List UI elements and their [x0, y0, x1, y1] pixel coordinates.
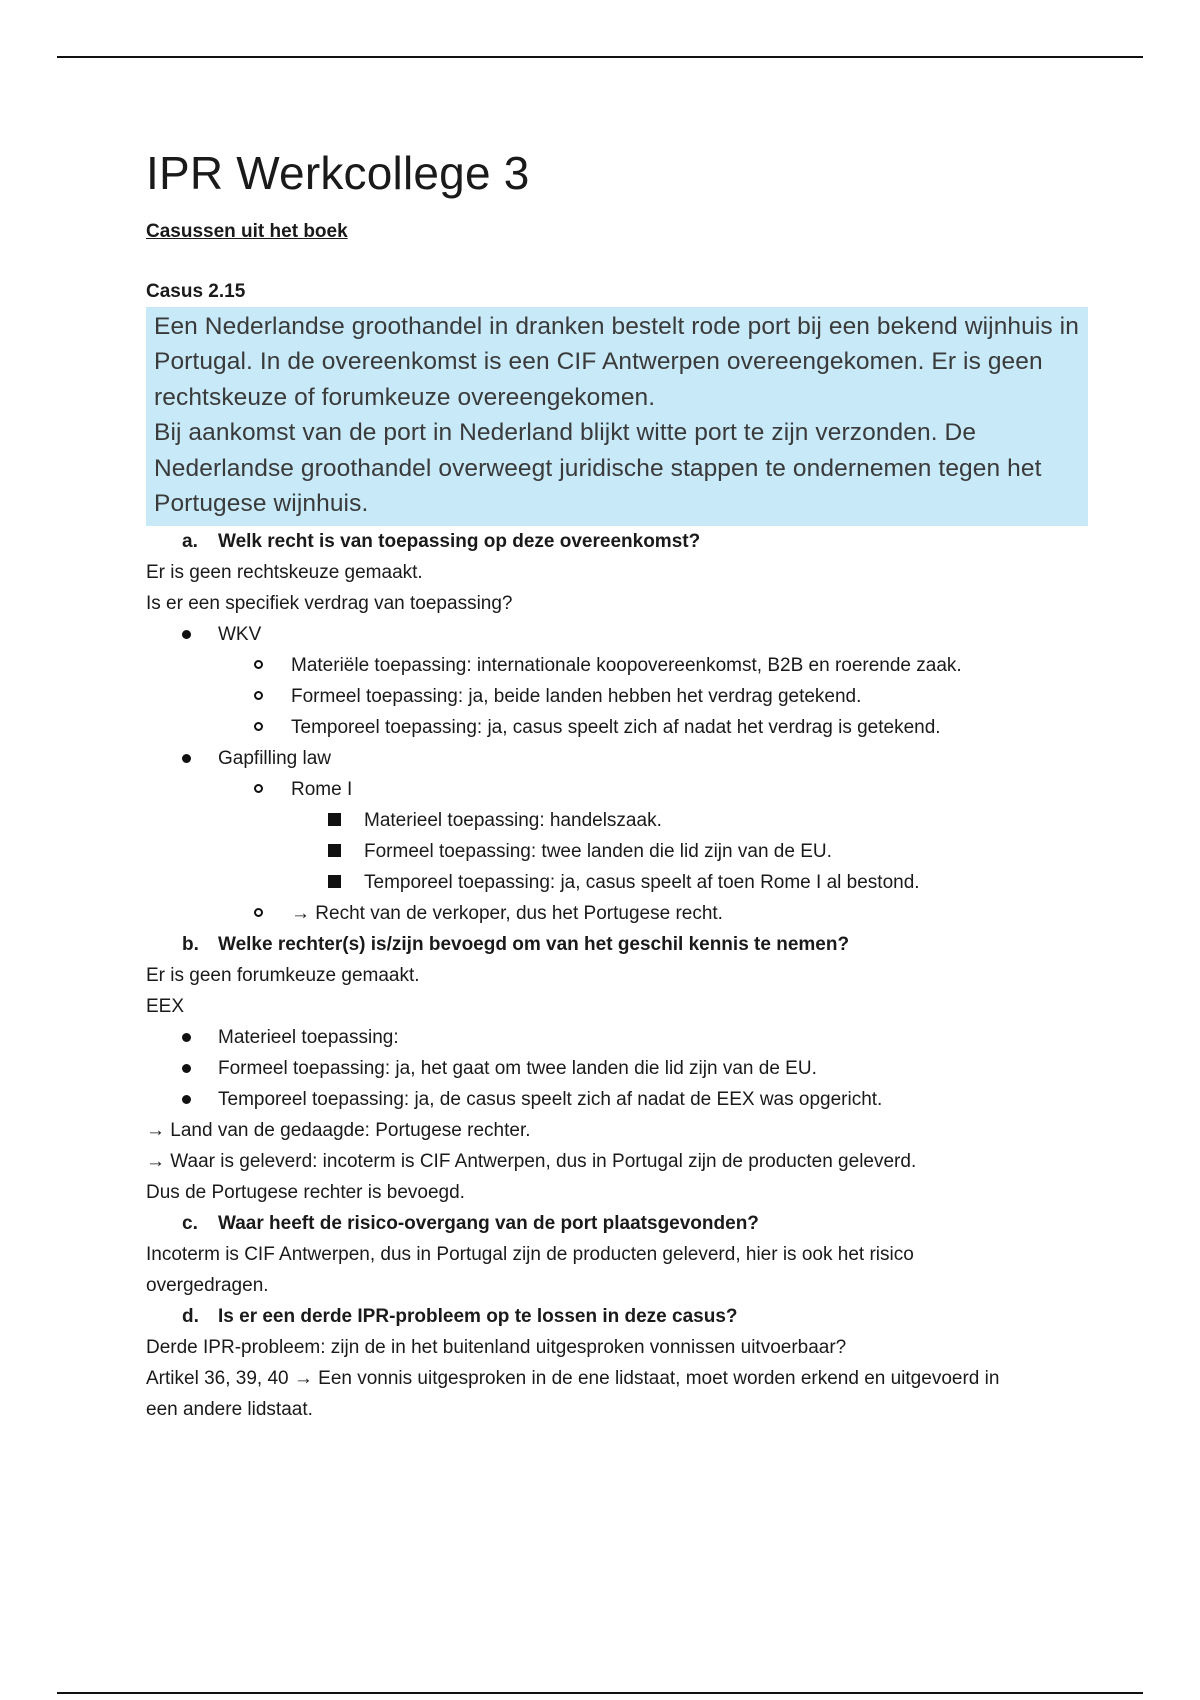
- question-label: b.: [182, 933, 199, 955]
- list-item-text: Gapfilling law: [218, 747, 331, 769]
- question-label: c.: [182, 1212, 198, 1234]
- answer-list: [146, 1022, 1096, 1115]
- case-paragraph: Een Nederlandse groothandel in dranken bestelt rode port bij een bekend wijnhuis in Portugal. In de overeenkomst is een CIF Antwerpen overeengekomen. Er is geen rechtskeuze of forumkeuze overeengekomen.: [154, 312, 1079, 411]
- list-item: [146, 836, 1096, 867]
- list-item-text: Materieel toepassing: handelszaak.: [364, 809, 662, 831]
- list-item: [146, 1053, 1096, 1084]
- bottom-rule: [57, 1692, 1143, 1694]
- answer-line: Dus de Portugese rechter is bevoegd.: [146, 1181, 465, 1203]
- bullet-circle-icon: [254, 774, 263, 805]
- document-body: [146, 148, 1096, 1425]
- list-item-text: Materieel toepassing:: [218, 1026, 399, 1048]
- bullet-circle-icon: [254, 898, 263, 929]
- answer-line: EEX: [146, 995, 185, 1017]
- answer-line: Er is geen forumkeuze gemaakt.: [146, 964, 420, 986]
- question-text: Welk recht is van toepassing op deze overeenkomst?: [218, 530, 701, 552]
- list-item: [146, 898, 1096, 929]
- list-item: [146, 619, 1096, 650]
- case-text-box: [146, 307, 1088, 526]
- list-item-text: Temporeel toepassing: ja, casus speelt af toen Rome I al bestond.: [364, 871, 920, 893]
- question-b: [146, 929, 1096, 960]
- question-text: Waar heeft de risico-overgang van de port plaatsgevonden?: [218, 1212, 759, 1234]
- list-item: [146, 743, 1096, 774]
- bullet-circle-icon: [254, 712, 263, 743]
- bullet-disc-icon: [182, 743, 191, 774]
- list-item-text: Temporeel toepassing: ja, casus speelt zich af nadat het verdrag is getekend.: [291, 716, 941, 738]
- answer-line: overgedragen.: [146, 1274, 269, 1296]
- list-item-text: Formeel toepassing: twee landen die lid zijn van de EU.: [364, 840, 832, 862]
- section-subtitle: Casussen uit het boek: [146, 220, 348, 242]
- bullet-square-icon: [328, 836, 341, 867]
- list-item: [146, 681, 1096, 712]
- bullet-square-icon: [328, 805, 341, 836]
- list-item-text: Materiële toepassing: internationale koopovereenkomst, B2B en roerende zaak.: [291, 654, 962, 676]
- question-label: a.: [182, 530, 198, 552]
- answer-line: Incoterm is CIF Antwerpen, dus in Portugal zijn de producten geleverd, hier is ook het risico: [146, 1243, 914, 1265]
- list-item: [146, 1084, 1096, 1115]
- bullet-disc-icon: [182, 1084, 191, 1115]
- top-rule: [57, 56, 1143, 58]
- list-item-text: → Recht van de verkoper, dus het Portugese recht.: [291, 902, 723, 924]
- list-item: [146, 650, 1096, 681]
- answer-line: Er is geen rechtskeuze gemaakt.: [146, 561, 423, 583]
- bullet-disc-icon: [182, 1022, 191, 1053]
- list-item-text: WKV: [218, 623, 262, 645]
- question-d: [146, 1301, 1096, 1332]
- answer-line: Derde IPR-probleem: zijn de in het buitenland uitgesproken vonnissen uitvoerbaar?: [146, 1336, 847, 1358]
- bullet-square-icon: [328, 867, 341, 898]
- bullet-disc-icon: [182, 1053, 191, 1084]
- list-item: [146, 774, 1096, 805]
- case-label: Casus 2.15: [146, 280, 246, 302]
- answer-line: → Land van de gedaagde: Portugese rechter.: [146, 1119, 531, 1141]
- list-item-text: Formeel toepassing: ja, het gaat om twee landen die lid zijn van de EU.: [218, 1057, 817, 1079]
- case-paragraph: Bij aankomst van de port in Nederland blijkt witte port te zijn verzonden. De Nederlandse groothandel overweegt juridische stappen te ondernemen tegen het Portugese wijnhuis.: [154, 419, 1042, 518]
- list-item-text: Formeel toepassing: ja, beide landen hebben het verdrag getekend.: [291, 685, 862, 707]
- list-item: [146, 805, 1096, 836]
- answer-line: een andere lidstaat.: [146, 1398, 313, 1420]
- answer-line: Is er een specifiek verdrag van toepassing?: [146, 592, 513, 614]
- question-c: [146, 1208, 1096, 1239]
- page-title: IPR Werkcollege 3: [146, 147, 530, 199]
- list-item-text: Rome I: [291, 778, 353, 800]
- bullet-disc-icon: [182, 619, 191, 650]
- question-a: [146, 526, 1096, 557]
- list-item: [146, 712, 1096, 743]
- list-item: [146, 867, 1096, 898]
- question-label: d.: [182, 1305, 199, 1327]
- answer-line: Artikel 36, 39, 40 → Een vonnis uitgesproken in de ene lidstaat, moet worden erkend en uitgevoerd in: [146, 1367, 1000, 1389]
- bullet-circle-icon: [254, 650, 263, 681]
- list-item-text: Temporeel toepassing: ja, de casus speelt zich af nadat de EEX was opgericht.: [218, 1088, 883, 1110]
- question-text: Is er een derde IPR-probleem op te lossen in deze casus?: [218, 1305, 738, 1327]
- answer-line: → Waar is geleverd: incoterm is CIF Antwerpen, dus in Portugal zijn de producten geleverd.: [146, 1150, 917, 1172]
- answer-list: [146, 619, 1096, 929]
- list-item: [146, 1022, 1096, 1053]
- question-text: Welke rechter(s) is/zijn bevoegd om van het geschil kennis te nemen?: [218, 933, 850, 955]
- bullet-circle-icon: [254, 681, 263, 712]
